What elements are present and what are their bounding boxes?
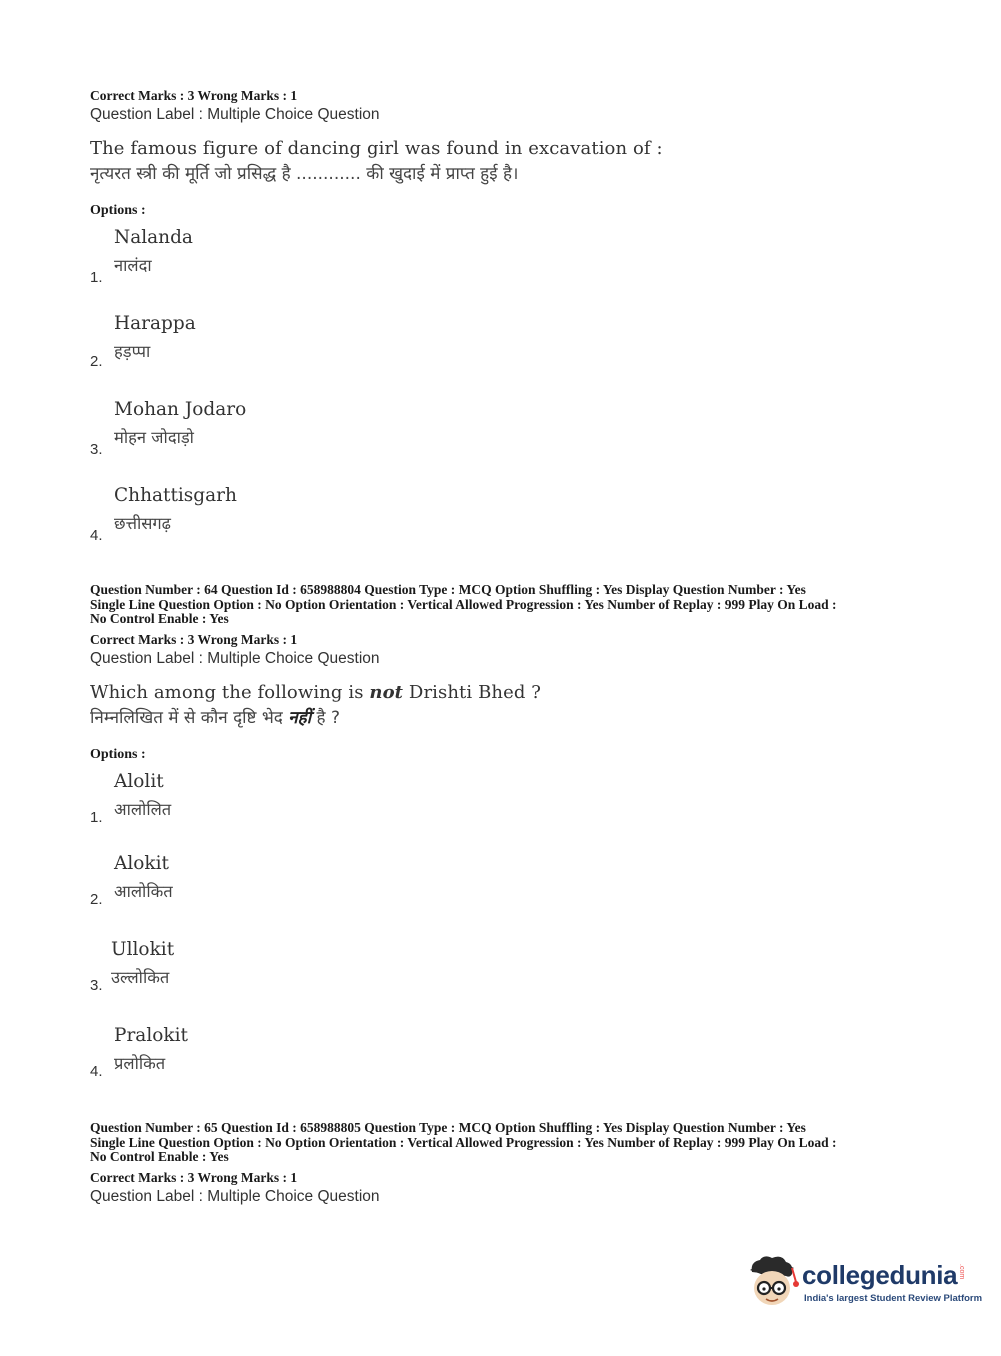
option-number: 3. [90,441,103,458]
option-item [90,853,930,939]
meta-line: No Control Enable : Yes [90,611,229,626]
logo-com: .com [958,1264,965,1280]
option-number: 1. [90,808,103,826]
option-number: 3. [90,976,103,994]
meta-line: Question Number : 65 Question Id : 658988805 Question Type : MCQ Option Shuffling : Yes Display Question Number : Yes [90,1120,806,1135]
text-part: Drishti Bhed ? [403,681,542,703]
option-text-hi: छत्तीसगढ़ [114,514,171,533]
meta-line: Question Number : 64 Question Id : 658988804 Question Type : MCQ Option Shuffling : Yes Display Question Number : Yes [90,582,806,597]
question-meta [90,1121,930,1165]
question-text-en: The famous figure of dancing girl was found in excavation of : [90,138,663,159]
option-item [90,485,930,549]
text-part: Which among the following is [90,681,370,703]
question-63 [90,88,930,549]
option-number: 2. [90,890,103,908]
option-text-hi: उल्लोकित [111,967,170,987]
question-text-hi: नृत्यरत स्त्री की मूर्ति जो प्रसिद्ध है ............ की खुदाई में प्राप्त हुई है। [90,164,519,184]
option-item [90,771,930,853]
option-item [90,313,930,399]
option-number: 4. [90,527,103,544]
option-text-en: Mohan Jodaro [114,399,247,420]
option-number: 1. [90,269,103,286]
option-text-hi: आलोकित [114,881,173,901]
options-title: Options : [90,746,146,762]
logo-name: collegedunia [802,1260,958,1290]
question-text-en [90,681,930,705]
text-part: निम्नलिखित में से कौन दृष्टि भेद [90,707,289,728]
option-text-en: Harappa [114,313,196,334]
option-text-hi: हड़प्पा [114,342,151,361]
mascot-icon [742,1248,802,1308]
question-meta [90,583,930,627]
option-item [90,227,930,313]
question-label: Question Label : Multiple Choice Question [90,1187,380,1205]
options-title: Options : [90,203,146,218]
marks-line: Correct Marks : 3 Wrong Marks : 1 [90,88,298,103]
option-text-en: Ullokit [111,938,175,960]
option-text-en: Alokit [114,852,169,874]
option-text-hi: प्रलोकित [114,1053,166,1073]
marks-line: Correct Marks : 3 Wrong Marks : 1 [90,1169,298,1185]
collegedunia-logo[interactable] [742,1248,983,1310]
logo-tagline: India's largest Student Review Platform [804,1293,983,1304]
option-text-hi: नालंदा [114,256,152,275]
option-text-hi: मोहन जोदाड़ो [114,428,194,447]
document-page [90,88,930,1205]
question-label: Question Label : Multiple Choice Question [90,649,380,667]
meta-line: Single Line Question Option : No Option Orientation : Vertical Allowed Progression : Yes Number of Replay : 999 Play On Load : [90,1134,837,1150]
option-text-en: Chhattisgarh [114,485,237,506]
question-64 [90,583,930,1087]
option-item [90,1025,930,1087]
meta-line: No Control Enable : Yes [90,1149,229,1164]
question-label: Question Label : Multiple Choice Question [90,106,380,123]
option-text-en: Nalanda [114,227,193,248]
option-text-en: Alolit [114,770,164,792]
option-item [90,399,930,485]
option-text-hi: आलोलित [114,799,172,819]
options-list [90,227,930,549]
question-text-hi [90,705,930,731]
marks-line: Correct Marks : 3 Wrong Marks : 1 [90,631,298,647]
option-number: 4. [90,1062,103,1080]
option-item [90,939,930,1025]
option-number: 2. [90,353,103,370]
emphasis-text: नहीं [288,707,312,728]
question-65 [90,1121,930,1207]
meta-line: Single Line Question Option : No Option Orientation : Vertical Allowed Progression : Yes Number of Replay : 999 Play On Load : [90,596,837,612]
options-list [90,771,930,1087]
option-text-en: Pralokit [114,1024,188,1046]
text-part: है ? [311,707,340,728]
emphasis-text: not [369,681,404,703]
